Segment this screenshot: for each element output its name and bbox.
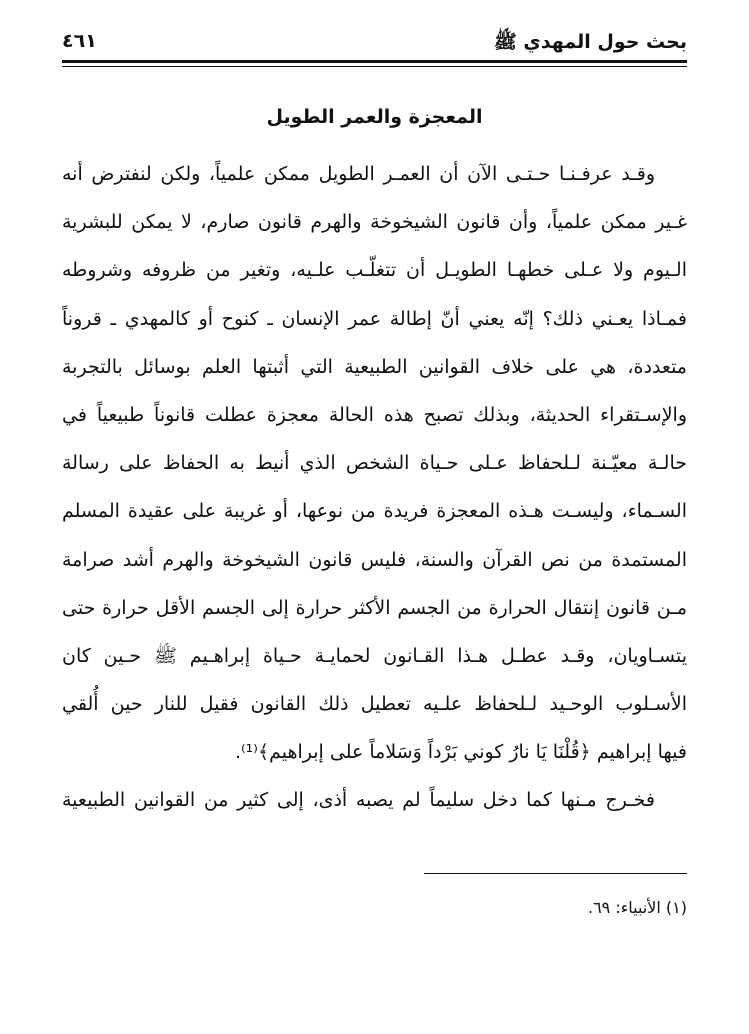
text-line: حالـة معيّـنة لـلحفاظ عـلى حـياة الشخص الذي أنيط به الحفاظ على رسالة	[62, 452, 687, 475]
text-line: يتسـاويان، وقـد عطـل هـذا القـانون لحمايـة حـياة إبراهـيم ﷺ حـين كان	[62, 644, 687, 667]
footnote-separator	[424, 873, 687, 874]
running-title: بحث حول المهدي ﷺ	[493, 31, 687, 53]
page-number: ٤٦١	[62, 30, 97, 52]
page-header	[62, 24, 687, 60]
text-line: فيها إبراهيم ﴿قُلْنَا يَا نارُ كوني بَرْداً وَسَلاماً على إبراهيم﴾⁽¹⁾.	[234, 741, 687, 764]
text-line: مـن قانون إنتقال الحرارة من الجسم الأكثر حرارة إلى الجسم الأقل حرارة حتى	[62, 596, 687, 619]
text-line: الـيوم ولا عـلى خطهـا الطويـل أن تتغلّـب علـيه، وتغير من ظروفه وشروطه	[62, 259, 687, 282]
text-line: المستمدة من نص القرآن والسنة، فليس قانون الشيخوخة والهرم أشد صرامة	[62, 548, 687, 571]
section-title: المعجزة والعمر الطويل	[266, 106, 483, 128]
text-line: الأسـلوب الوحـيد لـلحفاظ علـيه تعطيل ذلك القانون فقيل للنار حين أُلقي	[62, 693, 687, 716]
text-line: متعددة، هي على خلاف القوانين الطبيعية التي أثبتها العلم بوسائل بالتجربة	[62, 355, 687, 378]
text-line: فخـرج مـنها كما دخل سليماً لم يصبه أذى، إلى كثير من القوانين الطبيعية	[62, 789, 655, 812]
text-line: غـير ممكن علمياً، وأن قانون الشيخوخة والهرم قانون صارم، لا يمكن للبشرية	[62, 211, 687, 234]
header-rule-thick	[62, 60, 687, 63]
text-line: وقـد عرفـنـا حـتـى الآن أن العمـر الطويل ممكن علمياً، ولكن لنفترض أنه	[62, 163, 655, 185]
text-line: فمـاذا يعـني ذلك؟ إنّه يعني أنّ إطالة عمر الإنسان ـ كنوح أو كالمهدي ـ قروناً	[62, 307, 687, 330]
text-line: السـماء، وليسـت هـذه المعجزة فريدة من نوعها، أو غريبة على عقيدة المسلم	[62, 500, 687, 523]
header-rule-thin	[62, 66, 687, 67]
text-line: والإسـتقراء الحديثة، وبذلك تصبح هذه الحالة معجزة عطلت قانوناً طبيعياً في	[62, 403, 687, 426]
footnote: (١) الأنبياء: ٦٩.	[587, 898, 687, 917]
body-text	[62, 150, 687, 825]
